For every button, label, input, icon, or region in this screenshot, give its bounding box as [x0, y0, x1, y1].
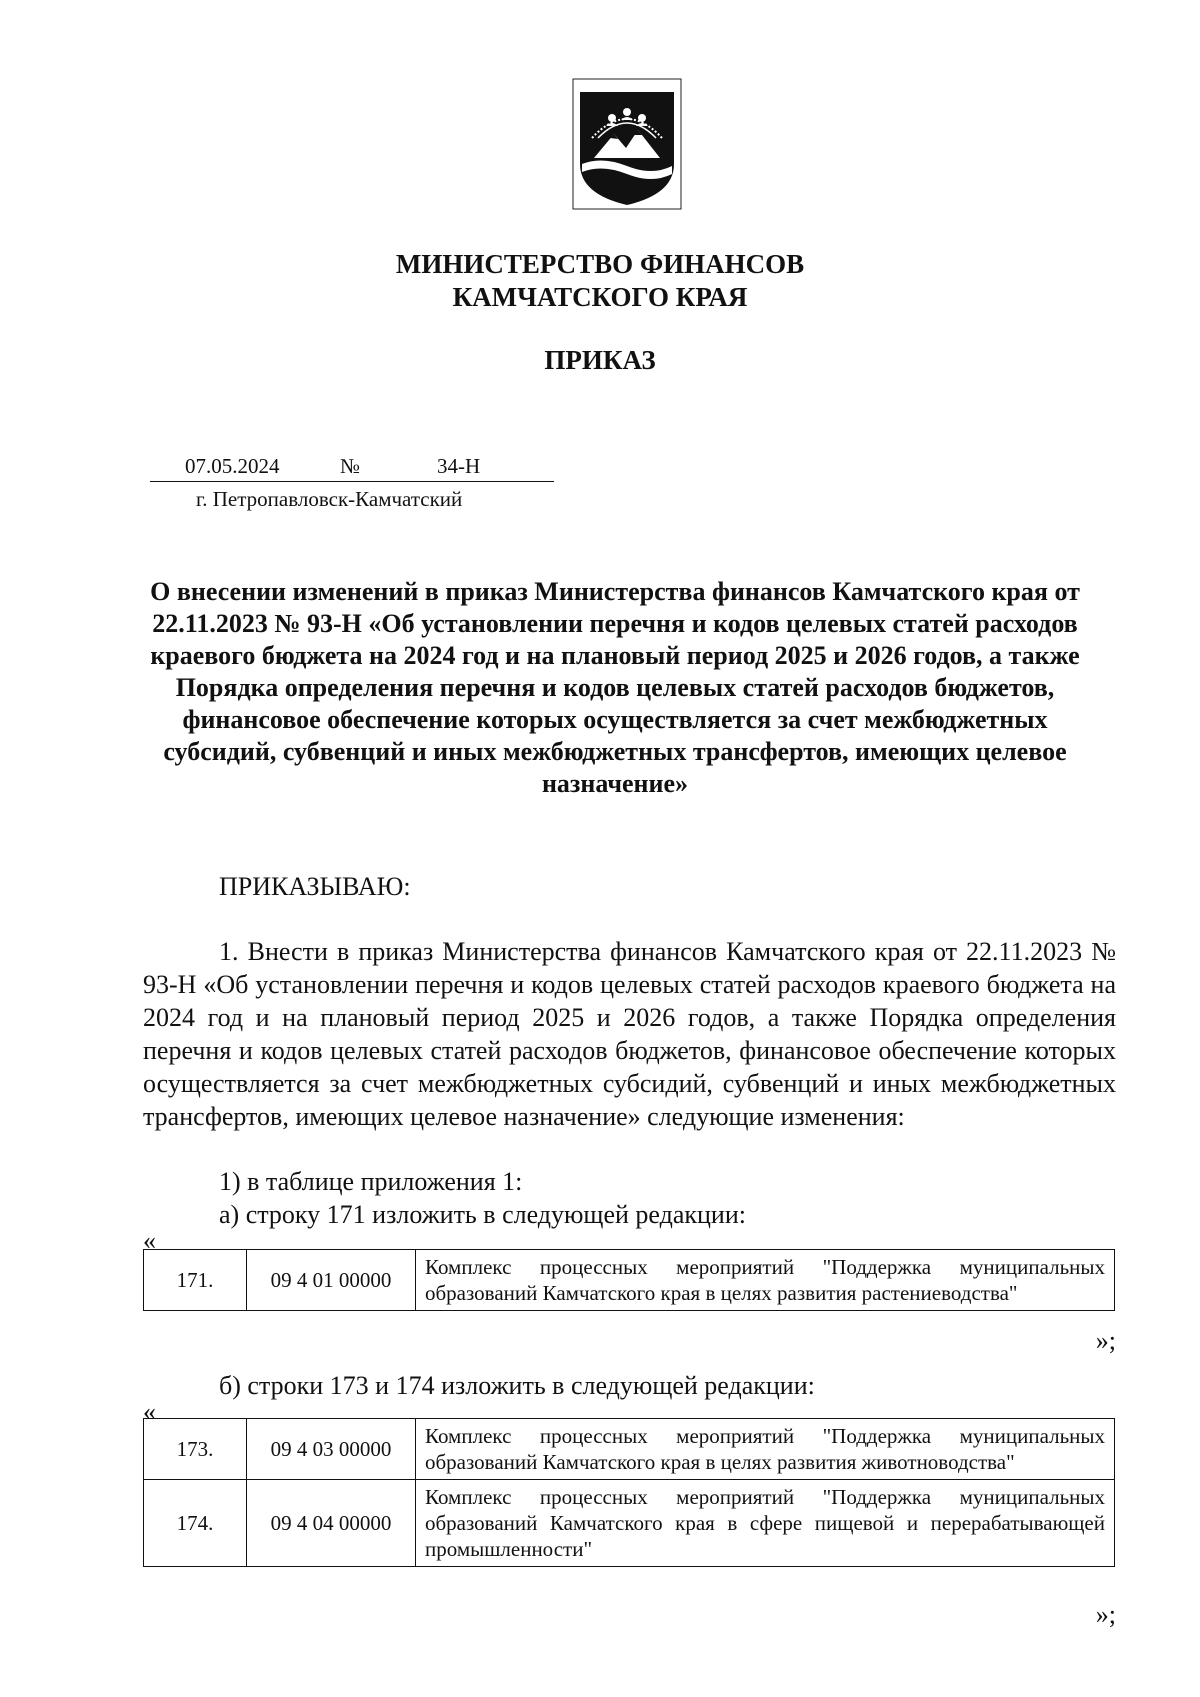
ministry-line-1: МИНИСТЕРСТВО ФИНАНСОВ [395, 249, 805, 279]
row-number: 171. [144, 1250, 247, 1311]
row-number: 174. [144, 1480, 247, 1567]
document-type: ПРИКАЗ [544, 345, 656, 375]
amendment-table-b [143, 1418, 1115, 1567]
row-code: 09 4 03 00000 [247, 1419, 416, 1480]
item-1: 1) в таблице приложения 1: [219, 1167, 523, 1196]
date-underline [150, 481, 554, 482]
coat-of-arms-icon [572, 78, 682, 210]
table-row [144, 1250, 1115, 1311]
row-name: Комплекс процессных мероприятий "Поддержка муниципальных образований Камчатского края в целях развития растениеводства" [416, 1250, 1115, 1311]
quote-open: « [143, 1397, 156, 1426]
item-a: а) строку 171 изложить в следующей редакции: [219, 1200, 746, 1229]
city: г. Петропавловск-Камчатский [196, 487, 463, 511]
paragraph-1: 1. Внести в приказ Министерства финансов Камчатского края от 22.11.2023 № 93-Н «Об установлении перечня и кодов целевых статей расходов краевого бюджета на 2024 год и на плановый период 2025 и 2026 годов, а также Порядка определения перечня и кодов целевых статей расходов бюджетов, финансовое обеспечение которых осуществляется за счет межбюджетных субсидий, субвенций и иных межбюджетных трансфертов, имеющих целевое назначение» следующие изменения: [143, 937, 1116, 1131]
quote-close: »; [1095, 1326, 1116, 1355]
row-number: 173. [144, 1419, 247, 1480]
row-code: 09 4 01 00000 [247, 1250, 416, 1311]
ministry-line-2: КАМЧАТСКОГО КРАЯ [452, 282, 748, 312]
row-code: 09 4 04 00000 [247, 1480, 416, 1567]
table-row [144, 1419, 1115, 1480]
ministry-name [0, 248, 1200, 314]
table-row [144, 1480, 1115, 1567]
order-number: 34-Н [437, 454, 481, 478]
order-date: 07.05.2024 [185, 454, 280, 478]
date-number-line [150, 452, 554, 482]
item-b: б) строки 173 и 174 изложить в следующей редакции: [219, 1371, 815, 1400]
decree-word: ПРИКАЗЫВАЮ: [219, 872, 411, 901]
row-name: Комплекс процессных мероприятий "Поддержка муниципальных образований Камчатского края в целях развития животноводства" [416, 1419, 1115, 1480]
number-sign: № [340, 454, 361, 478]
row-name: Комплекс процессных мероприятий "Поддержка муниципальных образований Камчатского края в сфере пищевой и перерабатывающей промышленности" [416, 1480, 1115, 1567]
quote-open: « [143, 1226, 156, 1255]
amendment-table-a [143, 1249, 1115, 1311]
quote-close: »; [1095, 1600, 1116, 1629]
order-subject: О внесении изменений в приказ Министерства финансов Камчатского края от 22.11.2023 № 93-Н «Об установлении перечня и кодов целевых статей расходов краевого бюджета на 2024 год и на плановый период 2025 и 2026 годов, а также Порядка определения перечня и кодов целевых статей расходов бюджетов, финансовое обеспечение которых осуществляется за счет межбюджетных субсидий, субвенций и иных межбюджетных трансфертов, имеющих целевое назначение» [150, 577, 1080, 798]
